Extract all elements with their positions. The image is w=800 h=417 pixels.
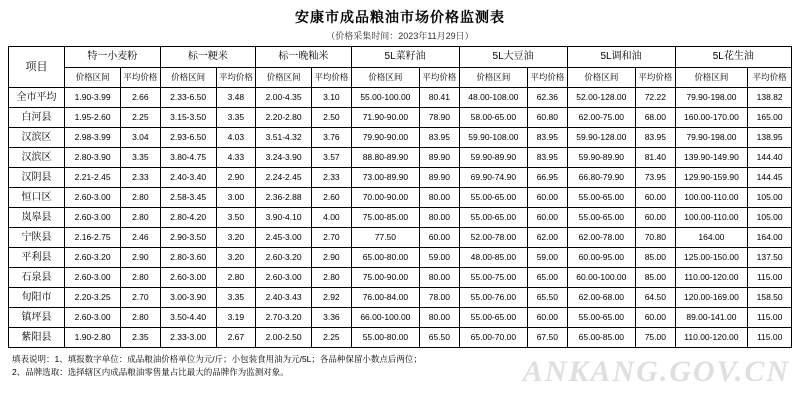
table-cell-price-range: 2.36-2.88 bbox=[256, 188, 312, 208]
table-cell-price-range: 66.00-100.00 bbox=[351, 308, 420, 328]
table-cell-average-price: 2.80 bbox=[121, 268, 160, 288]
table-row bbox=[9, 308, 792, 328]
table-cell-average-price: 164.00 bbox=[748, 228, 792, 248]
table-cell-average-price: 144.40 bbox=[748, 148, 792, 168]
table-cell-price-range: 3.51-4.32 bbox=[256, 128, 312, 148]
table-row bbox=[9, 288, 792, 308]
column-header-item: 项目 bbox=[9, 47, 65, 88]
table-cell-price-range: 2.60-3.20 bbox=[256, 248, 312, 268]
table-cell-price-range: 59.90-128.00 bbox=[567, 128, 636, 148]
table-cell-average-price: 60.80 bbox=[528, 108, 567, 128]
table-cell-average-price: 2.35 bbox=[121, 328, 160, 348]
table-cell-price-range: 73.00-89.90 bbox=[351, 168, 420, 188]
sub-header-average-price: 平均价格 bbox=[528, 68, 567, 88]
table-cell-price-range: 55.00-65.00 bbox=[567, 208, 636, 228]
table-row bbox=[9, 248, 792, 268]
table-cell-price-range: 59.90-89.90 bbox=[567, 148, 636, 168]
table-cell-price-range: 65.00-70.00 bbox=[459, 328, 528, 348]
table-cell-price-range: 79.90-198.00 bbox=[675, 88, 748, 108]
table-cell-average-price: 2.25 bbox=[121, 108, 160, 128]
table-cell-average-price: 2.80 bbox=[121, 188, 160, 208]
table-cell-price-range: 55.00-65.00 bbox=[459, 208, 528, 228]
table-cell-average-price: 60.00 bbox=[636, 308, 675, 328]
table-cell-average-price: 2.50 bbox=[312, 108, 351, 128]
table-cell-average-price: 138.95 bbox=[748, 128, 792, 148]
table-cell-price-range: 89.00-141.00 bbox=[675, 308, 748, 328]
table-cell-average-price: 89.90 bbox=[420, 168, 459, 188]
table-body bbox=[9, 88, 792, 348]
table-cell-average-price: 59.00 bbox=[420, 248, 459, 268]
table-row bbox=[9, 208, 792, 228]
table-cell-average-price: 2.70 bbox=[312, 228, 351, 248]
table-cell-price-range: 66.80-79.90 bbox=[567, 168, 636, 188]
table-row-region: 汉滨区 bbox=[9, 128, 65, 148]
table-cell-price-range: 110.00-120.00 bbox=[675, 268, 748, 288]
table-cell-price-range: 62.00-68.00 bbox=[567, 288, 636, 308]
table-cell-price-range: 2.00-4.35 bbox=[256, 88, 312, 108]
price-table bbox=[8, 46, 792, 348]
table-cell-average-price: 60.00 bbox=[636, 208, 675, 228]
table-cell-price-range: 2.60-3.00 bbox=[65, 188, 121, 208]
table-cell-price-range: 2.60-3.00 bbox=[65, 308, 121, 328]
table-row-region: 全市平均 bbox=[9, 88, 65, 108]
table-sub-header-row bbox=[9, 68, 792, 88]
table-cell-average-price: 2.60 bbox=[312, 188, 351, 208]
watermark: ANKANG.GOV.CN bbox=[522, 355, 790, 388]
table-cell-price-range: 2.33-6.50 bbox=[160, 88, 216, 108]
table-row bbox=[9, 108, 792, 128]
table-cell-price-range: 60.00-100.00 bbox=[567, 268, 636, 288]
table-cell-price-range: 79.90-90.00 bbox=[351, 128, 420, 148]
table-cell-price-range: 1.90-2.80 bbox=[65, 328, 121, 348]
table-cell-price-range: 79.90-198.00 bbox=[675, 128, 748, 148]
table-cell-price-range: 2.60-3.00 bbox=[160, 268, 216, 288]
table-cell-price-range: 2.45-3.00 bbox=[256, 228, 312, 248]
table-cell-average-price: 3.04 bbox=[121, 128, 160, 148]
table-cell-price-range: 100.00-110.00 bbox=[675, 188, 748, 208]
table-cell-average-price: 80.00 bbox=[420, 268, 459, 288]
table-cell-price-range: 160.00-170.00 bbox=[675, 108, 748, 128]
table-group-header-row bbox=[9, 47, 792, 68]
table-cell-average-price: 3.19 bbox=[216, 308, 255, 328]
table-cell-average-price: 4.03 bbox=[216, 128, 255, 148]
table-cell-average-price: 67.50 bbox=[528, 328, 567, 348]
table-cell-average-price: 3.35 bbox=[121, 148, 160, 168]
table-cell-average-price: 60.00 bbox=[528, 308, 567, 328]
table-cell-price-range: 62.00-75.00 bbox=[567, 108, 636, 128]
table-cell-price-range: 125.00-150.00 bbox=[675, 248, 748, 268]
table-cell-average-price: 78.00 bbox=[420, 288, 459, 308]
table-cell-price-range: 139.90-149.90 bbox=[675, 148, 748, 168]
sub-header-price-range: 价格区间 bbox=[351, 68, 420, 88]
table-row-region: 汉阴县 bbox=[9, 168, 65, 188]
table-cell-average-price: 2.66 bbox=[121, 88, 160, 108]
table-cell-average-price: 2.90 bbox=[216, 168, 255, 188]
table-cell-price-range: 55.00-75.00 bbox=[459, 268, 528, 288]
table-cell-price-range: 2.40-3.43 bbox=[256, 288, 312, 308]
sub-header-average-price: 平均价格 bbox=[216, 68, 255, 88]
table-cell-price-range: 55.00-65.00 bbox=[459, 188, 528, 208]
sub-header-average-price: 平均价格 bbox=[420, 68, 459, 88]
table-cell-price-range: 52.00-78.00 bbox=[459, 228, 528, 248]
table-cell-average-price: 2.90 bbox=[312, 248, 351, 268]
table-cell-average-price: 83.95 bbox=[636, 128, 675, 148]
table-row-region: 镇坪县 bbox=[9, 308, 65, 328]
table-cell-price-range: 55.00-65.00 bbox=[459, 308, 528, 328]
column-group-soybean-oil: 5L大豆油 bbox=[459, 47, 567, 68]
table-cell-average-price: 73.95 bbox=[636, 168, 675, 188]
table-cell-average-price: 2.80 bbox=[312, 268, 351, 288]
footer-notes bbox=[8, 348, 792, 379]
sub-header-price-range: 价格区间 bbox=[459, 68, 528, 88]
table-cell-average-price: 138.82 bbox=[748, 88, 792, 108]
column-group-late-indica-rice: 标一晚籼米 bbox=[256, 47, 352, 68]
table-cell-price-range: 2.80-3.60 bbox=[160, 248, 216, 268]
sub-header-average-price: 平均价格 bbox=[636, 68, 675, 88]
table-cell-average-price: 89.90 bbox=[420, 148, 459, 168]
table-cell-price-range: 100.00-110.00 bbox=[675, 208, 748, 228]
table-cell-average-price: 80.41 bbox=[420, 88, 459, 108]
table-cell-price-range: 3.15-3.50 bbox=[160, 108, 216, 128]
table-cell-price-range: 2.40-3.40 bbox=[160, 168, 216, 188]
table-cell-price-range: 2.60-3.00 bbox=[256, 268, 312, 288]
table-cell-average-price: 3.36 bbox=[312, 308, 351, 328]
table-cell-price-range: 3.00-3.90 bbox=[160, 288, 216, 308]
table-cell-average-price: 85.00 bbox=[636, 248, 675, 268]
table-cell-price-range: 2.24-2.45 bbox=[256, 168, 312, 188]
table-cell-average-price: 80.00 bbox=[420, 208, 459, 228]
table-cell-average-price: 105.00 bbox=[748, 208, 792, 228]
table-cell-price-range: 3.80-4.75 bbox=[160, 148, 216, 168]
table-cell-average-price: 2.92 bbox=[312, 288, 351, 308]
table-cell-price-range: 164.00 bbox=[675, 228, 748, 248]
table-cell-average-price: 3.48 bbox=[216, 88, 255, 108]
table-cell-average-price: 2.33 bbox=[312, 168, 351, 188]
table-cell-price-range: 2.80-4.20 bbox=[160, 208, 216, 228]
table-cell-price-range: 65.00-80.00 bbox=[351, 248, 420, 268]
table-cell-average-price: 2.80 bbox=[216, 268, 255, 288]
table-cell-price-range: 1.95-2.60 bbox=[65, 108, 121, 128]
table-row bbox=[9, 268, 792, 288]
table-cell-average-price: 60.00 bbox=[636, 188, 675, 208]
table-cell-average-price: 65.50 bbox=[528, 288, 567, 308]
table-cell-price-range: 3.90-4.10 bbox=[256, 208, 312, 228]
footer-note-line-2: 2、品牌选取：选择辖区内成品粮油零售量占比最大的品牌作为监测对象。 bbox=[12, 366, 289, 377]
table-cell-average-price: 64.50 bbox=[636, 288, 675, 308]
table-row bbox=[9, 148, 792, 168]
table-cell-price-range: 2.93-6.50 bbox=[160, 128, 216, 148]
table-cell-average-price: 3.76 bbox=[312, 128, 351, 148]
table-cell-price-range: 2.33-3.00 bbox=[160, 328, 216, 348]
page-subtitle: （价格采集时间：2023年11月29日） bbox=[326, 31, 474, 41]
table-cell-average-price: 59.00 bbox=[528, 248, 567, 268]
table-cell-price-range: 2.90-3.50 bbox=[160, 228, 216, 248]
table-cell-price-range: 59.90-108.00 bbox=[459, 128, 528, 148]
table-cell-price-range: 71.90-90.00 bbox=[351, 108, 420, 128]
column-group-wheat-flour: 特一小麦粉 bbox=[65, 47, 161, 68]
table-row-region: 汉滨区 bbox=[9, 148, 65, 168]
table-header bbox=[9, 47, 792, 88]
table-cell-price-range: 110.00-120.00 bbox=[675, 328, 748, 348]
table-cell-average-price: 2.67 bbox=[216, 328, 255, 348]
table-cell-price-range: 2.60-3.00 bbox=[65, 208, 121, 228]
table-cell-average-price: 65.50 bbox=[420, 328, 459, 348]
table-cell-price-range: 2.80-3.90 bbox=[65, 148, 121, 168]
table-cell-price-range: 77.50 bbox=[351, 228, 420, 248]
sub-header-price-range: 价格区间 bbox=[256, 68, 312, 88]
table-cell-average-price: 3.35 bbox=[216, 108, 255, 128]
table-cell-price-range: 55.00-65.00 bbox=[567, 308, 636, 328]
table-row-region: 旬阳市 bbox=[9, 288, 65, 308]
table-cell-price-range: 70.00-90.00 bbox=[351, 188, 420, 208]
table-row bbox=[9, 188, 792, 208]
column-group-peanut-oil: 5L花生油 bbox=[675, 47, 791, 68]
table-cell-average-price: 75.00 bbox=[636, 328, 675, 348]
table-cell-average-price: 2.25 bbox=[312, 328, 351, 348]
table-cell-price-range: 59.90-89.90 bbox=[459, 148, 528, 168]
table-cell-average-price: 68.00 bbox=[636, 108, 675, 128]
table-cell-price-range: 48.00-85.00 bbox=[459, 248, 528, 268]
table-cell-average-price: 2.80 bbox=[121, 308, 160, 328]
table-cell-price-range: 2.60-3.20 bbox=[65, 248, 121, 268]
table-cell-price-range: 120.00-169.00 bbox=[675, 288, 748, 308]
table-row bbox=[9, 168, 792, 188]
table-cell-average-price: 60.00 bbox=[528, 188, 567, 208]
column-group-japonica-rice: 标一粳米 bbox=[160, 47, 256, 68]
table-cell-price-range: 2.58-3.45 bbox=[160, 188, 216, 208]
table-cell-price-range: 2.20-3.25 bbox=[65, 288, 121, 308]
table-cell-price-range: 2.00-2.50 bbox=[256, 328, 312, 348]
table-cell-average-price: 165.00 bbox=[748, 108, 792, 128]
table-row bbox=[9, 228, 792, 248]
column-group-rapeseed-oil: 5L菜籽油 bbox=[351, 47, 459, 68]
table-cell-average-price: 115.00 bbox=[748, 308, 792, 328]
table-cell-average-price: 81.40 bbox=[636, 148, 675, 168]
table-cell-average-price: 137.50 bbox=[748, 248, 792, 268]
table-cell-price-range: 2.16-2.75 bbox=[65, 228, 121, 248]
table-cell-price-range: 2.70-3.20 bbox=[256, 308, 312, 328]
table-cell-average-price: 4.00 bbox=[312, 208, 351, 228]
table-cell-average-price: 62.36 bbox=[528, 88, 567, 108]
table-cell-average-price: 2.80 bbox=[121, 208, 160, 228]
table-cell-average-price: 62.00 bbox=[528, 228, 567, 248]
table-cell-average-price: 2.46 bbox=[121, 228, 160, 248]
table-cell-price-range: 3.50-4.40 bbox=[160, 308, 216, 328]
table-row-region: 白河县 bbox=[9, 108, 65, 128]
column-group-blended-oil: 5L调和油 bbox=[567, 47, 675, 68]
sub-header-price-range: 价格区间 bbox=[65, 68, 121, 88]
table-cell-average-price: 72.22 bbox=[636, 88, 675, 108]
table-cell-price-range: 88.80-89.90 bbox=[351, 148, 420, 168]
table-cell-average-price: 83.95 bbox=[528, 128, 567, 148]
table-cell-average-price: 2.70 bbox=[121, 288, 160, 308]
table-row bbox=[9, 88, 792, 108]
table-cell-average-price: 3.20 bbox=[216, 248, 255, 268]
table-cell-average-price: 78.90 bbox=[420, 108, 459, 128]
table-cell-price-range: 58.00-65.00 bbox=[459, 108, 528, 128]
sub-header-price-range: 价格区间 bbox=[567, 68, 636, 88]
table-cell-average-price: 4.33 bbox=[216, 148, 255, 168]
footer-note-line-1: 填表说明：1、填报数字单位：成品粮油价格单位为元/斤；小包装食用油为元/5L；各品种保留小数点后两位； bbox=[12, 354, 422, 364]
table-cell-price-range: 69.90-74.90 bbox=[459, 168, 528, 188]
sub-header-average-price: 平均价格 bbox=[312, 68, 351, 88]
table-cell-average-price: 80.00 bbox=[420, 188, 459, 208]
table-cell-average-price: 158.50 bbox=[748, 288, 792, 308]
table-cell-price-range: 2.60-3.00 bbox=[65, 268, 121, 288]
table-row-region: 恒口区 bbox=[9, 188, 65, 208]
table-cell-average-price: 85.00 bbox=[636, 268, 675, 288]
table-cell-price-range: 2.21-2.45 bbox=[65, 168, 121, 188]
table-cell-price-range: 55.00-100.00 bbox=[351, 88, 420, 108]
table-cell-average-price: 65.00 bbox=[528, 268, 567, 288]
table-cell-average-price: 3.00 bbox=[216, 188, 255, 208]
table-cell-price-range: 62.00-78.00 bbox=[567, 228, 636, 248]
table-cell-price-range: 52.00-128.00 bbox=[567, 88, 636, 108]
table-cell-price-range: 48.00-108.00 bbox=[459, 88, 528, 108]
table-cell-average-price: 2.33 bbox=[121, 168, 160, 188]
table-cell-price-range: 55.00-80.00 bbox=[351, 328, 420, 348]
table-cell-average-price: 2.90 bbox=[121, 248, 160, 268]
table-cell-price-range: 1.90-3.99 bbox=[65, 88, 121, 108]
table-cell-average-price: 83.95 bbox=[528, 148, 567, 168]
sub-header-price-range: 价格区间 bbox=[675, 68, 748, 88]
table-cell-average-price: 115.00 bbox=[748, 268, 792, 288]
table-cell-price-range: 55.00-65.00 bbox=[567, 188, 636, 208]
table-cell-average-price: 3.20 bbox=[216, 228, 255, 248]
table-cell-price-range: 60.00-95.00 bbox=[567, 248, 636, 268]
table-cell-average-price: 60.00 bbox=[528, 208, 567, 228]
table-cell-price-range: 75.00-85.00 bbox=[351, 208, 420, 228]
table-row-region: 岚皋县 bbox=[9, 208, 65, 228]
table-cell-average-price: 3.50 bbox=[216, 208, 255, 228]
table-cell-average-price: 3.57 bbox=[312, 148, 351, 168]
table-cell-average-price: 3.35 bbox=[216, 288, 255, 308]
sub-header-average-price: 平均价格 bbox=[748, 68, 792, 88]
table-cell-average-price: 105.00 bbox=[748, 188, 792, 208]
table-cell-average-price: 80.00 bbox=[420, 308, 459, 328]
table-row-region: 平利县 bbox=[9, 248, 65, 268]
table-cell-average-price: 3.10 bbox=[312, 88, 351, 108]
table-cell-price-range: 75.00-90.00 bbox=[351, 268, 420, 288]
table-cell-average-price: 70.80 bbox=[636, 228, 675, 248]
table-cell-price-range: 129.90-159.90 bbox=[675, 168, 748, 188]
table-row-region: 紫阳县 bbox=[9, 328, 65, 348]
table-cell-price-range: 3.24-3.90 bbox=[256, 148, 312, 168]
table-cell-average-price: 144.45 bbox=[748, 168, 792, 188]
table-row bbox=[9, 128, 792, 148]
table-row-region: 宁陕县 bbox=[9, 228, 65, 248]
table-row-region: 石泉县 bbox=[9, 268, 65, 288]
page-title: 安康市成品粮油市场价格监测表 bbox=[295, 9, 505, 25]
table-cell-price-range: 2.98-3.99 bbox=[65, 128, 121, 148]
table-cell-average-price: 60.00 bbox=[420, 228, 459, 248]
table-cell-price-range: 2.20-2.80 bbox=[256, 108, 312, 128]
table-cell-average-price: 83.95 bbox=[420, 128, 459, 148]
table-row bbox=[9, 328, 792, 348]
table-cell-price-range: 55.00-76.00 bbox=[459, 288, 528, 308]
table-cell-price-range: 76.00-84.00 bbox=[351, 288, 420, 308]
table-cell-price-range: 65.00-85.00 bbox=[567, 328, 636, 348]
table-cell-average-price: 66.95 bbox=[528, 168, 567, 188]
sub-header-price-range: 价格区间 bbox=[160, 68, 216, 88]
table-cell-average-price: 115.00 bbox=[748, 328, 792, 348]
sub-header-average-price: 平均价格 bbox=[121, 68, 160, 88]
